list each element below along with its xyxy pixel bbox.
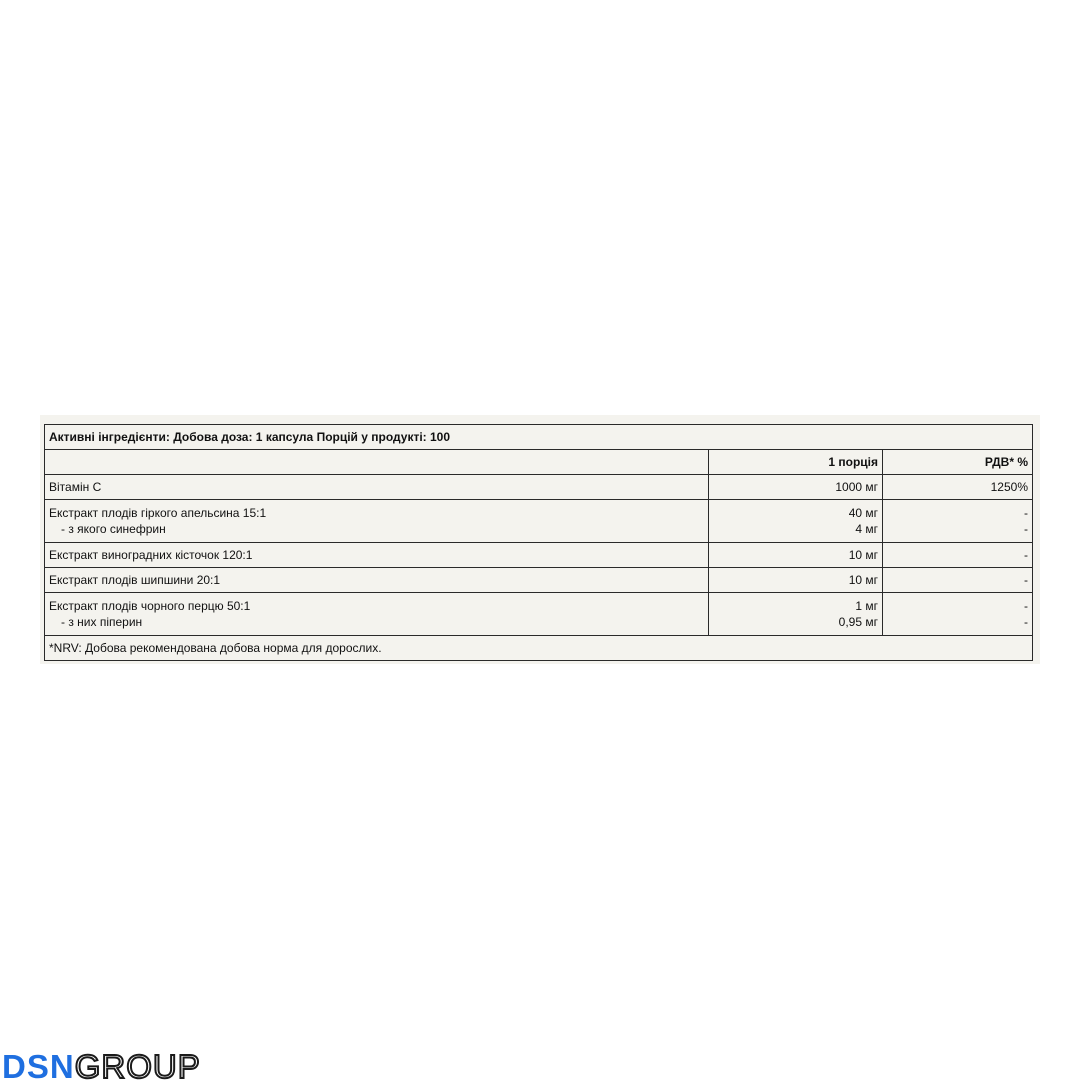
ingredient-amount: 10 мг [709, 543, 883, 568]
brand-logo [2, 1050, 201, 1084]
ingredient-amount: 40 мг [848, 506, 878, 520]
ingredient-nrv: 1250% [883, 475, 1033, 500]
ingredient-name: Екстракт плодів чорного перцю 50:1 [49, 599, 251, 613]
ingredient-amount: 10 мг [709, 568, 883, 593]
table-title: Активні інгредієнти: Добова доза: 1 капсула Порцій у продукті: 100 [45, 425, 1033, 450]
table-row [45, 593, 1033, 636]
ingredient-amount: 1000 мг [709, 475, 883, 500]
ingredient-nrv: - [1024, 506, 1028, 520]
ingredient-name-cell [45, 500, 709, 543]
supplement-facts-panel [40, 415, 1040, 664]
ingredient-nrv-cell [883, 593, 1033, 636]
table-row [45, 543, 1033, 568]
logo-dsn-text: DSN [2, 1048, 75, 1085]
sub-ingredient-name: - з них піперин [61, 615, 143, 629]
ingredient-name: Вітамін С [45, 475, 709, 500]
header-amount-cell: 1 порція [709, 450, 883, 475]
header-nrv-cell: РДВ* % [883, 450, 1033, 475]
ingredient-name: Екстракт виноградних кісточок 120:1 [45, 543, 709, 568]
table-footnote-row [45, 636, 1033, 661]
header-name-cell [45, 450, 709, 475]
ingredient-name-cell [45, 593, 709, 636]
ingredient-nrv: - [883, 543, 1033, 568]
sub-ingredient-nrv: - [1024, 522, 1028, 536]
logo-group-text: GROUP [74, 1048, 201, 1085]
ingredient-nrv-cell [883, 500, 1033, 543]
sub-ingredient-name: - з якого синефрин [61, 522, 166, 536]
table-header-row [45, 450, 1033, 475]
ingredient-nrv: - [1024, 599, 1028, 613]
sub-ingredient-amount: 4 мг [855, 522, 878, 536]
ingredient-name: Екстракт плодів гіркого апельсина 15:1 [49, 506, 267, 520]
ingredient-amount-cell [709, 593, 883, 636]
table-row [45, 475, 1033, 500]
ingredient-nrv: - [883, 568, 1033, 593]
supplement-facts-table [44, 424, 1033, 661]
table-row [45, 500, 1033, 543]
table-row [45, 568, 1033, 593]
sub-ingredient-nrv: - [1024, 615, 1028, 629]
ingredient-amount-cell [709, 500, 883, 543]
ingredient-name: Екстракт плодів шипшини 20:1 [45, 568, 709, 593]
table-title-row [45, 425, 1033, 450]
ingredient-amount: 1 мг [855, 599, 878, 613]
sub-ingredient-amount: 0,95 мг [838, 615, 878, 629]
table-footnote: *NRV: Добова рекомендована добова норма для дорослих. [45, 636, 1033, 661]
